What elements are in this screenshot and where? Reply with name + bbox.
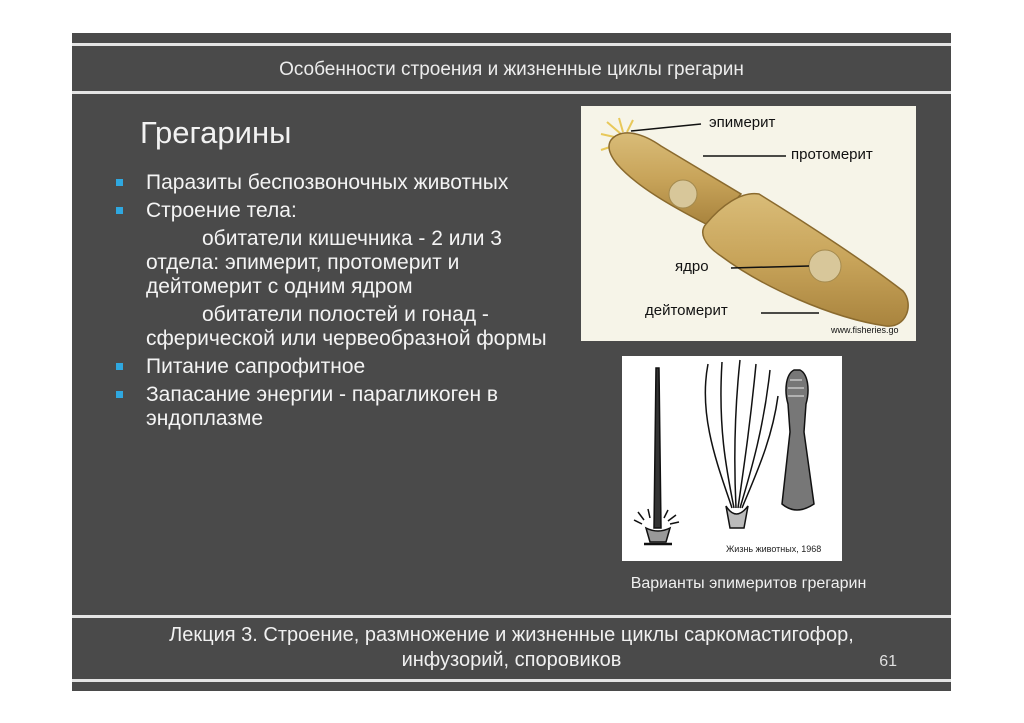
slide-header: Особенности строения и жизненные циклы грегарин bbox=[279, 59, 744, 80]
epimerit-variants-illustration bbox=[622, 356, 842, 561]
bullet-text: Строение тела: bbox=[146, 199, 297, 222]
sub-text: обитатели полостей и гонад - сферической или червеобразной формы bbox=[146, 303, 547, 350]
label-yadro: ядро bbox=[675, 258, 709, 275]
label-protomerit: протомерит bbox=[791, 146, 873, 163]
header-bottom-rule bbox=[72, 91, 951, 94]
label-epimerit: эпимерит bbox=[709, 114, 776, 131]
footer-line-1: Лекция 3. Строение, размножение и жизненные циклы саркомастигофор, bbox=[169, 624, 854, 646]
bullet-square bbox=[116, 363, 123, 370]
bullet-item bbox=[112, 383, 572, 431]
bullet-item bbox=[112, 355, 572, 379]
slide-heading: Грегарины bbox=[140, 115, 292, 150]
figure-caption: Варианты эпимеритов грегарин bbox=[630, 575, 867, 592]
protomerit-nucleus bbox=[669, 180, 697, 208]
nucleus-icon bbox=[809, 250, 841, 282]
bullet-list bbox=[112, 171, 572, 435]
bullet-text: Запасание энергии - парагликоген в эндоплазме bbox=[146, 383, 499, 430]
deytomerit-segment bbox=[703, 194, 908, 327]
footer-line-2: инфузорий, споровиков bbox=[401, 649, 622, 671]
slide-footer bbox=[72, 623, 951, 673]
sub-paragraph bbox=[112, 227, 572, 299]
bullet-text: Паразиты беспозвоночных животных bbox=[146, 171, 509, 194]
sub-paragraph bbox=[112, 303, 572, 351]
bullet-item bbox=[112, 199, 572, 223]
footer-top-rule bbox=[72, 615, 951, 618]
header-top-rule bbox=[72, 43, 951, 46]
page-number: 61 bbox=[879, 653, 897, 670]
sub-text: обитатели кишечника - 2 или 3 отдела: эпимерит, протомерит и дейтомерит с одним ядром bbox=[146, 227, 502, 298]
gregarine-photo bbox=[581, 106, 916, 341]
filament-base bbox=[726, 506, 748, 528]
bullet-square bbox=[116, 391, 123, 398]
bullet-square bbox=[116, 179, 123, 186]
needle-base bbox=[646, 528, 670, 542]
bullet-square bbox=[116, 207, 123, 214]
bullet-item bbox=[112, 171, 572, 195]
footer-bottom-rule bbox=[72, 679, 951, 682]
drawing-credit: Жизнь животных, 1968 bbox=[726, 544, 822, 554]
label-deytomerit: дейтомерит bbox=[645, 302, 728, 319]
photo-credit: www.fisheries.go bbox=[831, 325, 899, 335]
filament-epimerit bbox=[705, 360, 778, 508]
slide bbox=[72, 33, 951, 691]
gregarine-illustration bbox=[581, 106, 916, 341]
club-epimerit bbox=[782, 370, 814, 510]
epimerit-variants-drawing bbox=[622, 356, 842, 561]
bullet-text: Питание сапрофитное bbox=[146, 355, 366, 378]
needle-epimerit bbox=[654, 368, 661, 528]
